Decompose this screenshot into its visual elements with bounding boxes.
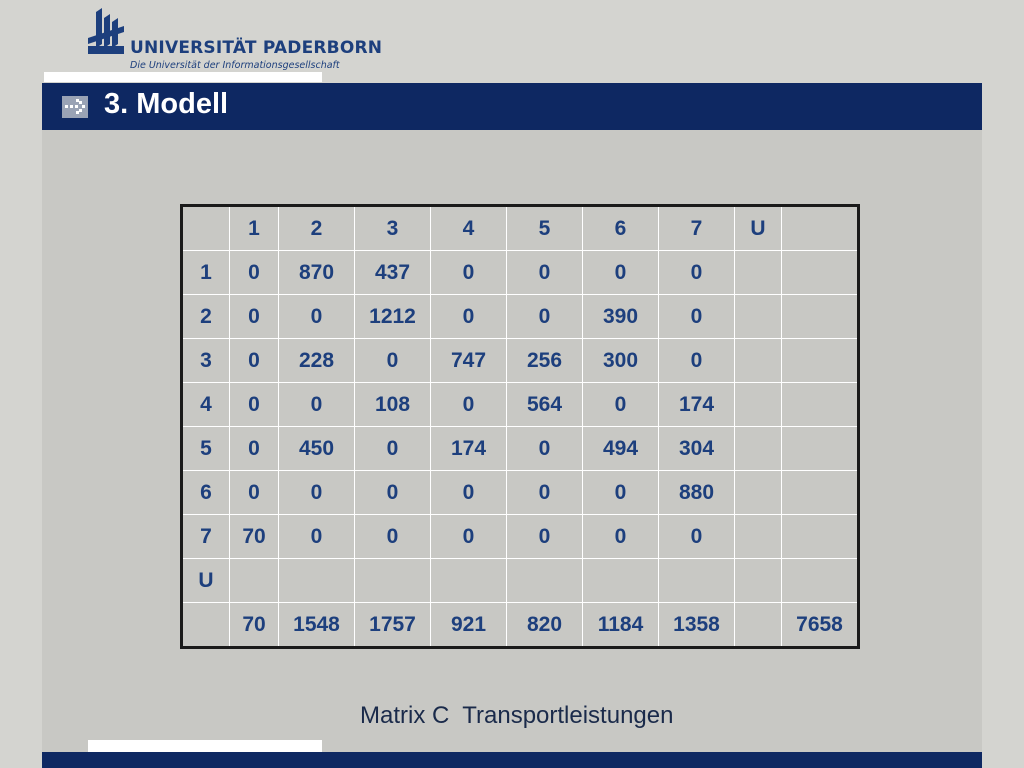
- table-cell: 390: [583, 295, 659, 339]
- table-row: [182, 339, 859, 383]
- table-cell: 1548: [279, 603, 355, 648]
- table-cell: [355, 559, 431, 603]
- table-cell: 0: [431, 515, 507, 559]
- table-cell: 0: [659, 339, 735, 383]
- table-cell: [782, 559, 859, 603]
- table-cell: 3: [182, 339, 230, 383]
- table-cell: U: [735, 206, 782, 251]
- table-cell: 7: [182, 515, 230, 559]
- table-cell: [782, 339, 859, 383]
- university-building-logo-icon: [88, 8, 128, 58]
- table-cell: 0: [230, 427, 279, 471]
- table-row: [182, 251, 859, 295]
- table-row: [182, 471, 859, 515]
- table-cell: 0: [659, 295, 735, 339]
- table-cell: [782, 471, 859, 515]
- table-cell: 1: [230, 206, 279, 251]
- slide-title: 3. Modell: [104, 88, 229, 120]
- table-cell: 0: [355, 427, 431, 471]
- table-cell: 0: [230, 383, 279, 427]
- footer-bar: [42, 752, 982, 768]
- logo-underline: [44, 72, 322, 82]
- table-cell: 0: [507, 251, 583, 295]
- table-cell: 7: [659, 206, 735, 251]
- table-cell: [431, 559, 507, 603]
- table-cell: [735, 339, 782, 383]
- table-cell: 0: [230, 339, 279, 383]
- table-cell: 0: [431, 383, 507, 427]
- table-cell: 0: [230, 295, 279, 339]
- table-cell: 921: [431, 603, 507, 648]
- dotted-arrow-right-icon: [62, 96, 88, 118]
- table-cell: 4: [182, 383, 230, 427]
- table-cell: 7658: [782, 603, 859, 648]
- table-cell: [782, 515, 859, 559]
- university-name: UNIVERSITÄT PADERBORN: [130, 38, 383, 58]
- table-cell: 0: [659, 515, 735, 559]
- table-cell: 5: [507, 206, 583, 251]
- table-cell: 0: [230, 471, 279, 515]
- table-cell: 437: [355, 251, 431, 295]
- table-cell: 0: [279, 295, 355, 339]
- table-cell: 174: [659, 383, 735, 427]
- table-cell: 174: [431, 427, 507, 471]
- table-cell: 0: [659, 251, 735, 295]
- table-cell: 304: [659, 427, 735, 471]
- table-cell: 0: [279, 471, 355, 515]
- table-cell: 0: [279, 383, 355, 427]
- table-cell: 870: [279, 251, 355, 295]
- table-cell: 4: [431, 206, 507, 251]
- table-cell: 2: [182, 295, 230, 339]
- table-cell: [782, 206, 859, 251]
- table-cell: 6: [583, 206, 659, 251]
- table-cell: 70: [230, 603, 279, 648]
- table-cell: 0: [583, 471, 659, 515]
- table-cell: [659, 559, 735, 603]
- table-cell: [735, 471, 782, 515]
- matrix-caption: Matrix C Transportleistungen: [360, 702, 674, 729]
- table-cell: [182, 603, 230, 648]
- table-cell: 0: [279, 515, 355, 559]
- table-cell: [735, 603, 782, 648]
- table-cell: 0: [431, 251, 507, 295]
- table-cell: 0: [355, 471, 431, 515]
- table-cell: [182, 206, 230, 251]
- table-cell: 0: [355, 515, 431, 559]
- table-cell: 0: [507, 515, 583, 559]
- table-cell: 0: [583, 383, 659, 427]
- table-row: [182, 515, 859, 559]
- table-cell: [735, 383, 782, 427]
- table-cell: 1757: [355, 603, 431, 648]
- table-cell: 108: [355, 383, 431, 427]
- table-row: [182, 206, 859, 251]
- table-cell: [735, 295, 782, 339]
- table-row: [182, 295, 859, 339]
- table-row: [182, 559, 859, 603]
- table-cell: [279, 559, 355, 603]
- table-cell: [782, 383, 859, 427]
- table-row: [182, 383, 859, 427]
- table-cell: 300: [583, 339, 659, 383]
- table-cell: 6: [182, 471, 230, 515]
- table-cell: U: [182, 559, 230, 603]
- university-logo: [88, 8, 383, 72]
- table-cell: [782, 427, 859, 471]
- table-cell: 0: [583, 251, 659, 295]
- table-cell: 5: [182, 427, 230, 471]
- table-cell: 1184: [583, 603, 659, 648]
- table-cell: 880: [659, 471, 735, 515]
- table-row: [182, 603, 859, 648]
- table-row: [182, 427, 859, 471]
- table-cell: [735, 515, 782, 559]
- table-cell: 747: [431, 339, 507, 383]
- title-bar: [42, 83, 982, 130]
- table-cell: 0: [230, 251, 279, 295]
- table-cell: 0: [583, 515, 659, 559]
- table-cell: 0: [507, 295, 583, 339]
- table-cell: 494: [583, 427, 659, 471]
- table-cell: 70: [230, 515, 279, 559]
- table-cell: 1212: [355, 295, 431, 339]
- table-cell: [735, 559, 782, 603]
- table-cell: 450: [279, 427, 355, 471]
- table-cell: [782, 251, 859, 295]
- footer-accent: [88, 740, 322, 752]
- table-cell: 564: [507, 383, 583, 427]
- university-tagline: Die Universität der Informationsgesellschaft: [130, 60, 340, 71]
- transport-matrix: [180, 204, 860, 649]
- table-cell: [735, 251, 782, 295]
- table-cell: [583, 559, 659, 603]
- table-cell: 0: [431, 295, 507, 339]
- table-cell: 0: [507, 471, 583, 515]
- table-cell: 228: [279, 339, 355, 383]
- table-cell: 3: [355, 206, 431, 251]
- table-cell: 1: [182, 251, 230, 295]
- table-cell: [735, 427, 782, 471]
- table-cell: 0: [355, 339, 431, 383]
- table-cell: 256: [507, 339, 583, 383]
- table-cell: [507, 559, 583, 603]
- table-cell: 2: [279, 206, 355, 251]
- table-cell: 820: [507, 603, 583, 648]
- table-cell: 0: [507, 427, 583, 471]
- table-cell: 1358: [659, 603, 735, 648]
- table-cell: 0: [431, 471, 507, 515]
- table-cell: [230, 559, 279, 603]
- table-cell: [782, 295, 859, 339]
